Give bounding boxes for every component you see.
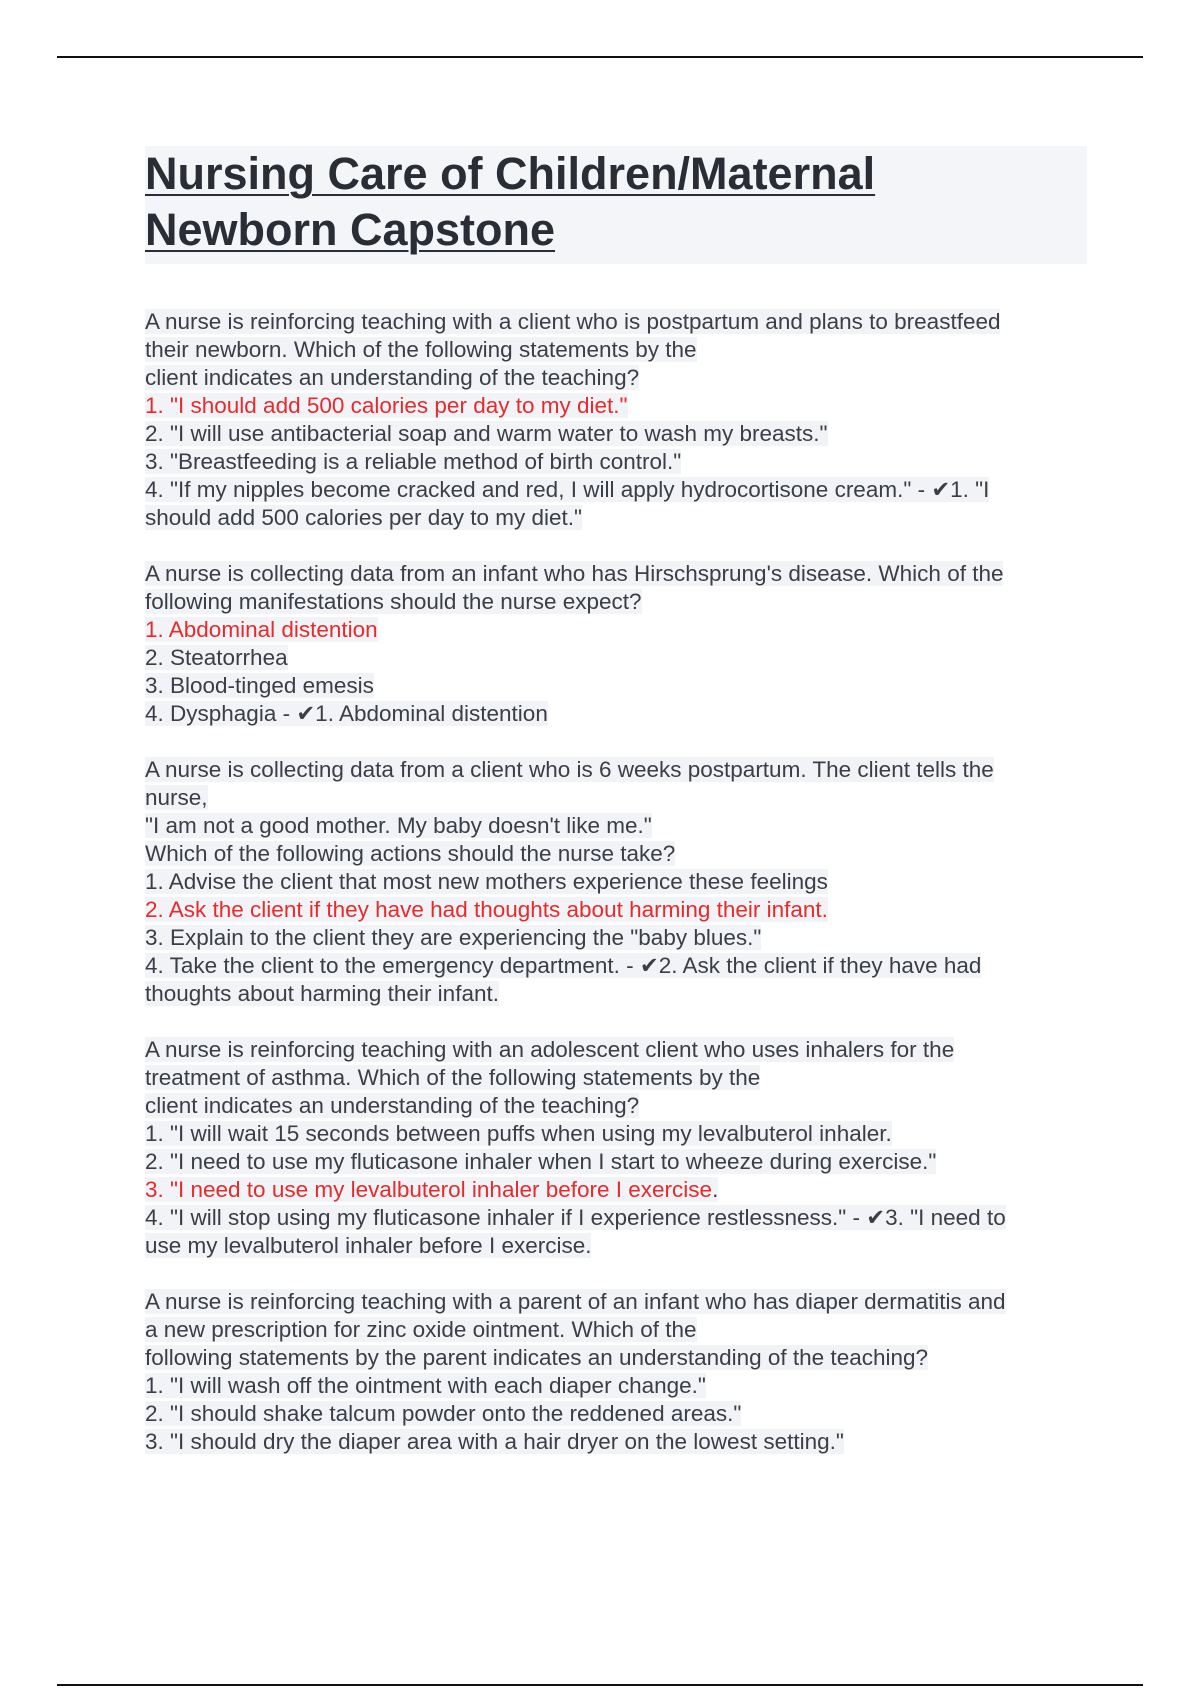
question-stem-line: their newborn. Which of the following statements by the	[145, 337, 697, 362]
answer-option-with-key: 4. "I will stop using my fluticasone inhaler if I experience restlessness." - ✔3. "I need to	[145, 1205, 1006, 1230]
question-stem-line: treatment of asthma. Which of the following statements by the	[145, 1065, 761, 1090]
document-body	[145, 146, 1087, 1484]
answer-option-with-key: 4. Dysphagia - ✔1. Abdominal distention	[145, 701, 548, 726]
answer-option: 2. "I need to use my fluticasone inhaler when I start to wheeze during exercise."	[145, 1149, 937, 1174]
question-stem-line: nurse,	[145, 785, 208, 810]
question-stem-line: A nurse is collecting data from an infant who has Hirschsprung's disease. Which of the	[145, 561, 1004, 586]
question-1	[145, 308, 1087, 532]
title-line-1: Nursing Care of Children/Maternal	[145, 148, 876, 199]
question-4	[145, 1036, 1087, 1260]
document-title	[145, 146, 1087, 258]
bottom-rule	[57, 1684, 1143, 1686]
answer-key-continuation: thoughts about harming their infant.	[145, 981, 499, 1006]
question-stem-line: client indicates an understanding of the teaching?	[145, 365, 640, 390]
answer-key-continuation: use my levalbuterol inhaler before I exercise.	[145, 1233, 592, 1258]
answer-option: 3. "I should dry the diaper area with a hair dryer on the lowest setting."	[145, 1429, 844, 1454]
answer-option: 1. "I will wait 15 seconds between puffs when using my levalbuterol inhaler.	[145, 1121, 892, 1146]
answer-option: 2. Steatorrhea	[145, 645, 288, 670]
answer-option: 2. "I will use antibacterial soap and warm water to wash my breasts."	[145, 421, 828, 446]
question-stem-line: A nurse is reinforcing teaching with an adolescent client who uses inhalers for the	[145, 1037, 955, 1062]
answer-option-with-key: 4. Take the client to the emergency department. - ✔2. Ask the client if they have had	[145, 953, 982, 978]
title-line-2: Newborn Capstone	[145, 204, 556, 255]
question-stem-line: client indicates an understanding of the teaching?	[145, 1093, 640, 1118]
answer-option-period: .	[712, 1177, 719, 1202]
answer-option: 3. Blood-tinged emesis	[145, 673, 374, 698]
top-rule	[57, 56, 1143, 58]
question-stem-line: "I am not a good mother. My baby doesn't like me."	[145, 813, 652, 838]
answer-option-with-key: 4. "If my nipples become cracked and red, I will apply hydrocortisone cream." - ✔1. "I	[145, 477, 990, 502]
answer-option-correct: 1. "I should add 500 calories per day to my diet."	[145, 393, 628, 418]
answer-option: 1. Advise the client that most new mothers experience these feelings	[145, 869, 828, 894]
question-stem-line: a new prescription for zinc oxide ointment. Which of the	[145, 1317, 697, 1342]
question-stem-line: Which of the following actions should the nurse take?	[145, 841, 676, 866]
question-stem-line: A nurse is collecting data from a client who is 6 weeks postpartum. The client tells the	[145, 757, 994, 782]
question-stem-line: following statements by the parent indicates an understanding of the teaching?	[145, 1345, 929, 1370]
answer-option: 2. "I should shake talcum powder onto the reddened areas."	[145, 1401, 742, 1426]
question-3	[145, 756, 1087, 1008]
answer-option: 3. Explain to the client they are experiencing the "baby blues."	[145, 925, 762, 950]
question-stem-line: following manifestations should the nurse expect?	[145, 589, 642, 614]
answer-option-correct: 2. Ask the client if they have had thoughts about harming their infant.	[145, 897, 828, 922]
question-2	[145, 560, 1087, 728]
question-5	[145, 1288, 1087, 1456]
answer-option-correct: 3. "I need to use my levalbuterol inhaler before I exercise.	[145, 1177, 719, 1202]
question-stem-line: A nurse is reinforcing teaching with a client who is postpartum and plans to breastfeed	[145, 309, 1001, 334]
question-stem-line: A nurse is reinforcing teaching with a parent of an infant who has diaper dermatitis and	[145, 1289, 1006, 1314]
answer-key-continuation: should add 500 calories per day to my diet."	[145, 505, 582, 530]
answer-option: 3. "Breastfeeding is a reliable method of birth control."	[145, 449, 682, 474]
title-block	[145, 146, 1087, 264]
answer-option-correct: 1. Abdominal distention	[145, 617, 378, 642]
answer-option: 1. "I will wash off the ointment with each diaper change."	[145, 1373, 706, 1398]
